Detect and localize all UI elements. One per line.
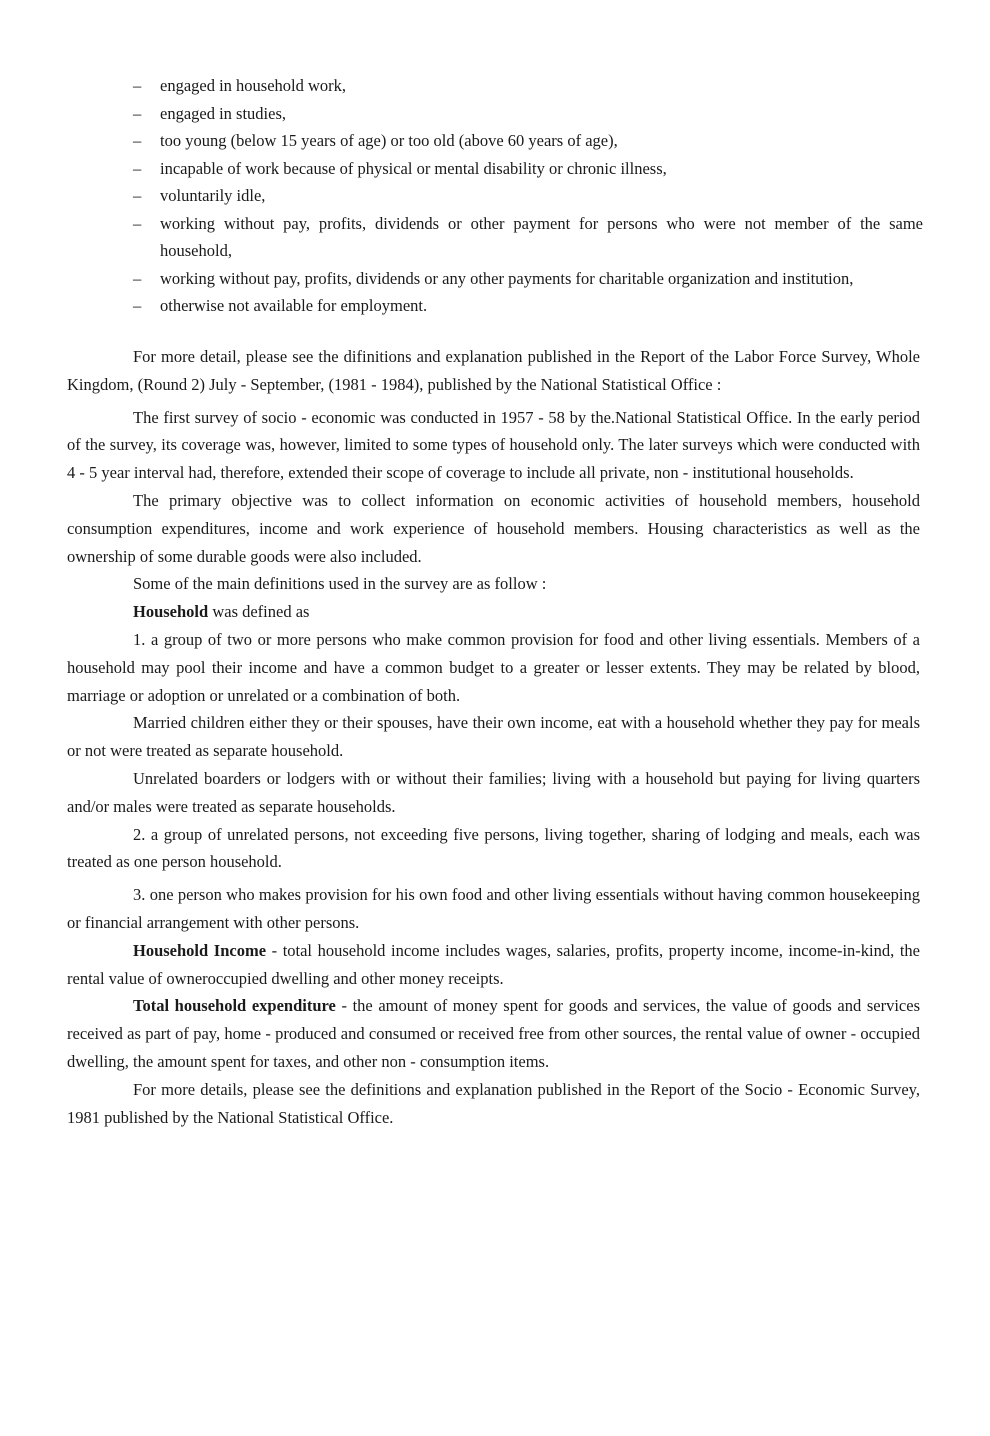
paragraph-definitions-intro: Some of the main definitions used in the survey are as follow : [133,574,547,594]
paragraph-household-def-3: 3. one person who makes provision for his own food and other living essentials without having common housekeeping or financial arrangement with other persons. [67,885,920,932]
paragraph-household-income [67,937,920,993]
paragraph-married-children: Married children either they or their spouses, have their own income, eat with a household whether they pay for meals or not were treated as separate household. [67,713,920,761]
list-item-text: otherwise not available for employment. [160,296,428,315]
paragraph-household-def-2: 2. a group of unrelated persons, not exceeding five persons, living together, sharing of lodging and meals, each was treated as one person household. [67,824,920,872]
paragraph-survey-history: The first survey of socio - economic was conducted in 1957 - 58 by the.National Statistical Office. In the early period of the survey, its coverage was, however, limited to some types of household only. The later surveys which were conducted with 4 - 5 year interval had, therefore, extended their scope of coverage to include all private, non - institutional households. [67,407,920,483]
list-item [133,72,923,100]
dash-marker: – [133,296,142,315]
list-item-text: working without pay, profits, dividends or any other payments for charitable organization and institution, [160,268,854,288]
paragraph-household-heading [67,598,920,626]
household-heading-rest: was defined as [208,602,310,622]
dash-marker: – [133,103,142,123]
dash-marker: – [133,213,142,233]
list-item [133,292,923,320]
paragraph-household-expenditure [67,992,920,1075]
body-text [67,343,920,1131]
list-item [133,127,923,155]
term-total-household-expenditure: Total household expenditure [133,996,336,1016]
paragraph-household-def-1: 1. a group of two or more persons who make common provision for food and other living essentials. Members of a household may pool their income and have a common budget to a greater or lesser extents. They may be related by blood, marriage or adoption or unrelated or a combination of both. [67,629,920,705]
exclusion-list [133,72,923,320]
list-item [133,210,923,265]
list-item-text: engaged in studies, [160,103,287,123]
household-expenditure-definition: - the amount of money spent for goods and services, the value of goods and services received as part of pay, home - produced and consumed or received free from other sources, the rental value of owner - occupied dwelling, the amount spent for taxes, and other non - consumption items. [67,996,920,1071]
term-household: Household [133,602,209,622]
list-item-text: voluntarily idle, [160,186,266,205]
dash-marker: – [133,76,142,95]
list-item [133,182,923,210]
paragraph-socio-economic-reference: For more details, please see the definitions and explanation published in the Report of the Socio - Economic Survey, 1981 published by the National Statistical Office. [67,1079,920,1127]
dash-marker: – [133,268,142,288]
dash-marker: – [133,186,142,205]
list-item-text: too young (below 15 years of age) or too old (above 60 years of age), [160,131,618,150]
dash-marker: – [133,131,142,150]
list-item-text: engaged in household work, [160,76,347,95]
list-item [133,265,923,293]
list-item [133,100,923,128]
list-item-text: incapable of work because of physical or mental disability or chronic illness, [160,158,667,178]
paragraph-boarders: Unrelated boarders or lodgers with or without their families; living with a household but paying for living quarters and/or males were treated as separate households. [67,768,920,816]
dash-marker: – [133,158,142,178]
household-income-definition: - total household income includes wages, salaries, profits, property income, income-in-kind, the rental value of owneroccupied dwelling and other money receipts. [67,940,920,988]
paragraph-labor-force-reference: For more detail, please see the difinitions and explanation published in the Report of the Labor Force Survey, Whole Kingdom, (Round 2) July - September, (1981 - 1984), published by the National Statistical Office : [67,347,920,394]
term-household-income: Household Income [133,940,267,960]
list-item-text: working without pay, profits, dividends or other payment for persons who were not member of the same household, [160,213,923,260]
paragraph-objective: The primary objective was to collect information on economic activities of household members, household consumption expenditures, income and work experience of household members. Housing characteristics as well as the ownership of some durable goods were also included. [67,490,920,566]
list-item [133,155,923,183]
